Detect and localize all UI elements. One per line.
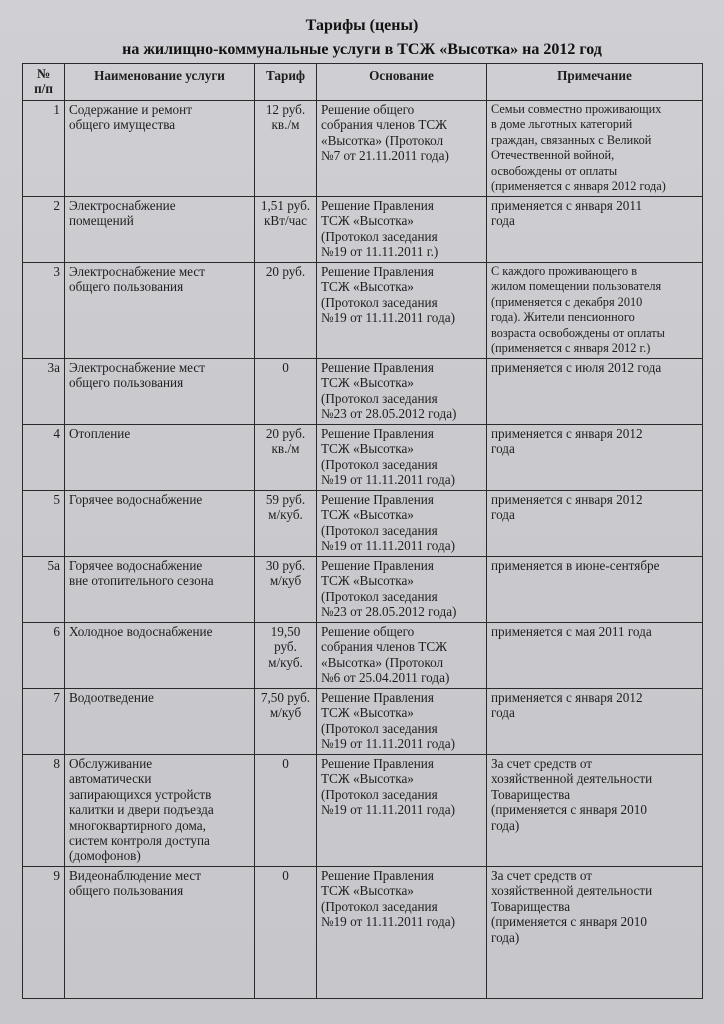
table-row xyxy=(23,263,703,359)
service-note: применяется с июля 2012 года xyxy=(487,359,703,425)
service-note: применяется в июне-сентябре xyxy=(487,557,703,623)
service-basis: Решение Правления ТСЖ «Высотка» (Протокол заседания №19 от 11.11.2011 года) xyxy=(317,867,487,999)
tariffs-table xyxy=(22,63,703,999)
header-service-name: Наименование услуги xyxy=(65,64,255,101)
service-note: применяется с мая 2011 года xyxy=(487,623,703,689)
service-basis: Решение Правления ТСЖ «Высотка» (Протокол заседания №19 от 11.11.2011 г.) xyxy=(317,197,487,263)
row-number: 6 xyxy=(23,623,65,689)
row-number: 7 xyxy=(23,689,65,755)
table-row xyxy=(23,557,703,623)
row-number: 9 xyxy=(23,867,65,999)
table-row xyxy=(23,623,703,689)
row-number: 5 xyxy=(23,491,65,557)
service-name: Отопление xyxy=(65,425,255,491)
row-number: 1 xyxy=(23,101,65,197)
service-rate: 12 руб. кв./м xyxy=(255,101,317,197)
service-name: Электроснабжение мест общего пользования xyxy=(65,359,255,425)
service-rate: 7,50 руб. м/куб xyxy=(255,689,317,755)
service-note: применяется с января 2012 года xyxy=(487,491,703,557)
service-name: Водоотведение xyxy=(65,689,255,755)
service-name: Холодное водоснабжение xyxy=(65,623,255,689)
service-basis: Решение Правления ТСЖ «Высотка» (Протокол заседания №19 от 11.11.2011 года) xyxy=(317,425,487,491)
document-subtitle: на жилищно-коммунальные услуги в ТСЖ «Высотка» на 2012 год xyxy=(122,41,602,58)
service-basis: Решение Правления ТСЖ «Высотка» (Протокол заседания №23 от 28.05.2012 года) xyxy=(317,359,487,425)
header-basis: Основание xyxy=(317,64,487,101)
service-basis: Решение Правления ТСЖ «Высотка» (Протокол заседания №19 от 11.11.2011 года) xyxy=(317,689,487,755)
service-rate: 1,51 руб. кВт/час xyxy=(255,197,317,263)
service-note: За счет средств от хозяйственной деятельности Товарищества (применяется с января 2010 года) xyxy=(487,867,703,999)
service-basis: Решение Правления ТСЖ «Высотка» (Протокол заседания №23 от 28.05.2012 года) xyxy=(317,557,487,623)
service-name: Горячее водоснабжение xyxy=(65,491,255,557)
service-rate: 30 руб. м/куб xyxy=(255,557,317,623)
service-rate: 19,50 руб. м/куб. xyxy=(255,623,317,689)
service-rate: 0 xyxy=(255,359,317,425)
service-name: Обслуживание автоматически запирающихся устройств калитки и двери подъезда многоквартирного дома, систем контроля доступа (домофонов) xyxy=(65,755,255,867)
service-name: Электроснабжение помещений xyxy=(65,197,255,263)
service-rate: 0 xyxy=(255,867,317,999)
service-note: С каждого проживающего в жилом помещении пользователя (применяется с декабря 2010 года). Жители пенсионного возраста освобождены от оплаты (применяется с января 2012 г.) xyxy=(487,263,703,359)
service-basis: Решение общего собрания членов ТСЖ «Высотка» (Протокол №6 от 25.04.2011 года) xyxy=(317,623,487,689)
table-row xyxy=(23,359,703,425)
service-rate: 20 руб. кв./м xyxy=(255,425,317,491)
row-number: 3 xyxy=(23,263,65,359)
service-basis: Решение общего собрания членов ТСЖ «Высотка» (Протокол №7 от 21.11.2011 года) xyxy=(317,101,487,197)
service-name: Видеонаблюдение мест общего пользования xyxy=(65,867,255,999)
service-name: Содержание и ремонт общего имущества xyxy=(65,101,255,197)
service-rate: 59 руб. м/куб. xyxy=(255,491,317,557)
row-number: 8 xyxy=(23,755,65,867)
header-number: № п/п xyxy=(23,64,65,101)
service-note: применяется с января 2011 года xyxy=(487,197,703,263)
row-number: 4 xyxy=(23,425,65,491)
service-basis: Решение Правления ТСЖ «Высотка» (Протокол заседания №19 от 11.11.2011 года) xyxy=(317,263,487,359)
service-basis: Решение Правления ТСЖ «Высотка» (Протокол заседания №19 от 11.11.2011 года) xyxy=(317,491,487,557)
table-row xyxy=(23,755,703,867)
table-row xyxy=(23,689,703,755)
row-number: 3а xyxy=(23,359,65,425)
service-note: применяется с января 2012 года xyxy=(487,689,703,755)
table-row xyxy=(23,197,703,263)
document-title: Тарифы (цены) xyxy=(305,17,419,34)
service-rate: 0 xyxy=(255,755,317,867)
service-note: За счет средств от хозяйственной деятельности Товарищества (применяется с января 2010 года) xyxy=(487,755,703,867)
row-number: 5а xyxy=(23,557,65,623)
service-note: Семьи совместно проживающих в доме льготных категорий граждан, связанных с Великой Отечественной войной, освобождены от оплаты (применяется с января 2012 года) xyxy=(487,101,703,197)
table-row xyxy=(23,101,703,197)
header-rate: Тариф xyxy=(255,64,317,101)
table-header-row xyxy=(23,64,703,101)
table-row xyxy=(23,491,703,557)
service-name: Горячее водоснабжение вне отопительного сезона xyxy=(65,557,255,623)
header-note: Примечание xyxy=(487,64,703,101)
service-basis: Решение Правления ТСЖ «Высотка» (Протокол заседания №19 от 11.11.2011 года) xyxy=(317,755,487,867)
row-number: 2 xyxy=(23,197,65,263)
service-rate: 20 руб. xyxy=(255,263,317,359)
table-row xyxy=(23,867,703,999)
table-row xyxy=(23,425,703,491)
service-note: применяется с января 2012 года xyxy=(487,425,703,491)
service-name: Электроснабжение мест общего пользования xyxy=(65,263,255,359)
